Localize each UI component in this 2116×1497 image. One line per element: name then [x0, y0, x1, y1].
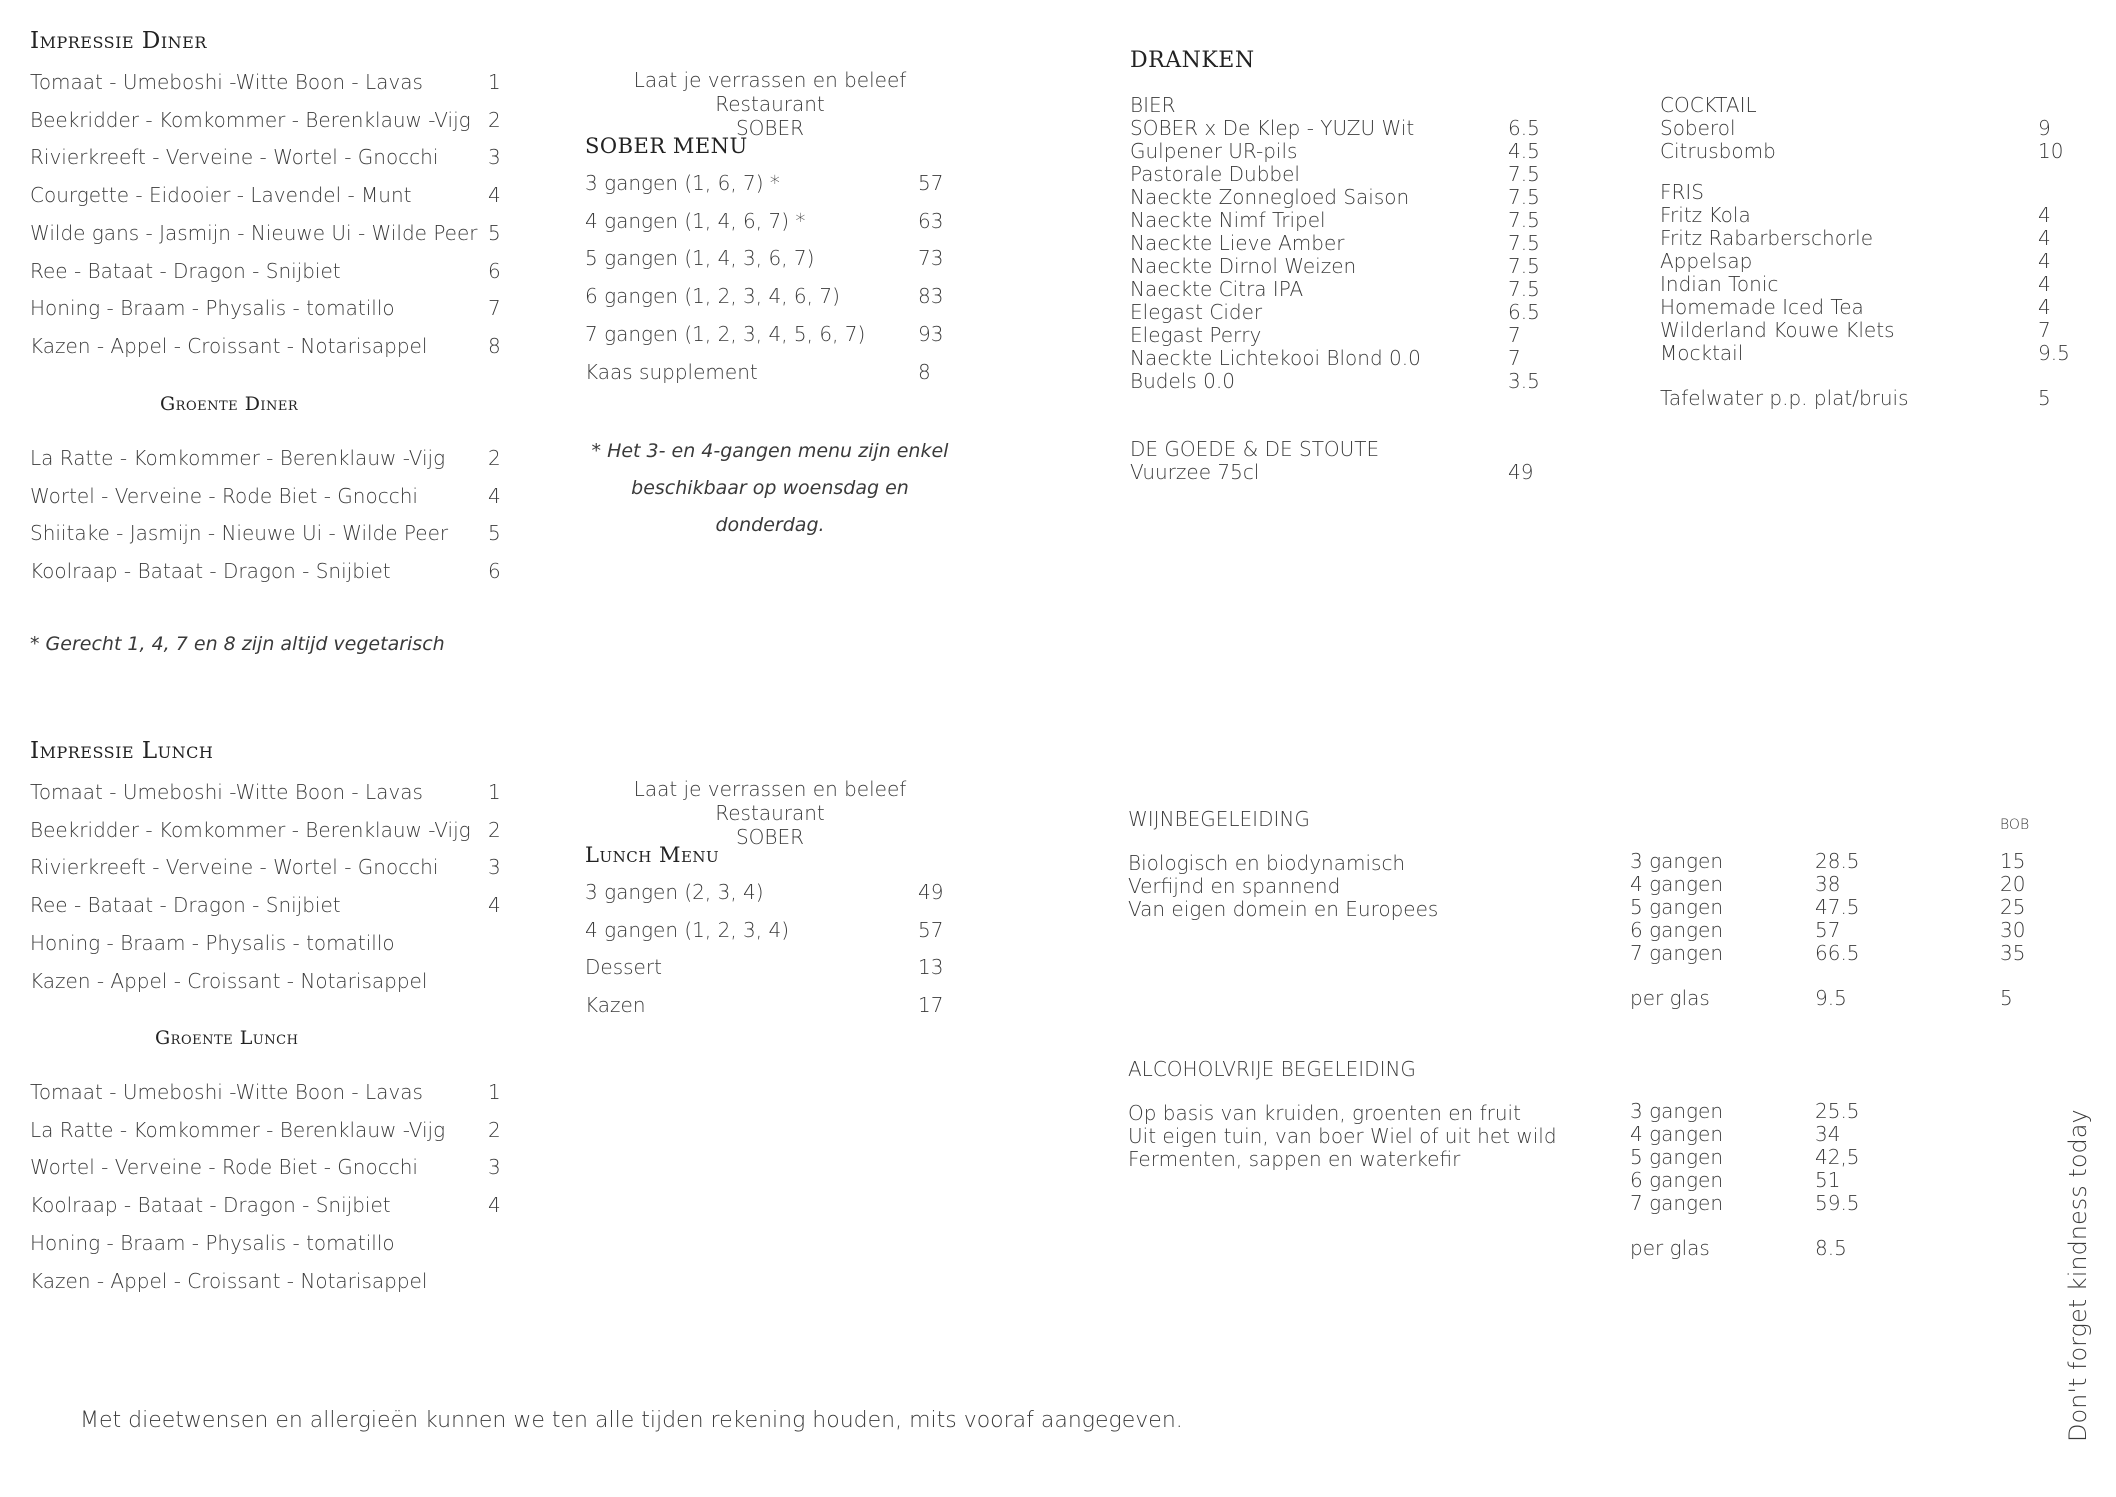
wijn-price-row [1630, 895, 2026, 919]
fris-item-row [1660, 272, 2051, 296]
alcoholvrij-price-price: 34 [1815, 1122, 1841, 1146]
wijn-glas-label: per glas [1630, 986, 1710, 1010]
alcoholvrij-desc-line: Uit eigen tuin, van boer Wiel of uit het wild [1128, 1124, 1557, 1148]
cocktail-item-name: Citrusbomb [1660, 139, 1776, 163]
groente-lunch-course-name: Honing - Braam - Physalis - tomatillo [30, 1230, 395, 1255]
groente-lunch-course-row [30, 1269, 427, 1293]
wijn-price-label: 5 gangen [1630, 895, 1723, 919]
diner-course-name: Rivierkreeft - Verveine - Wortel - Gnocchi [30, 145, 439, 170]
groente-diner-course-num: 6 [488, 559, 501, 584]
alcoholvrij-glas-label: per glas [1630, 1236, 1710, 1260]
fris-item-price: 4 [2038, 295, 2051, 319]
alcoholvrij-price-price: 42,5 [1815, 1145, 1860, 1169]
groente-diner-course-row [30, 559, 501, 584]
lunch-course-name: Beekridder - Komkommer - Berenklauw -Vijg [30, 817, 471, 842]
bier-item-row [1130, 323, 1521, 347]
fris-item-name: Fritz Rabarberschorle [1660, 226, 1874, 250]
fris-item-row [1660, 341, 2070, 365]
lunch-course-name: Tomaat - Umeboshi -Witte Boon - Lavas [30, 780, 423, 804]
wijn-title: WIJNBEGELEIDING [1128, 807, 1310, 831]
lunch-option-row [585, 993, 944, 1018]
lunch-option-price: 13 [918, 955, 944, 980]
bier-item-name: Elegast Perry [1130, 323, 1262, 347]
groente-lunch-course-row [30, 1117, 501, 1142]
bier-section [1130, 93, 1540, 393]
wijn-price-label: 7 gangen [1630, 941, 1723, 965]
fris-item-price: 4 [2038, 203, 2051, 227]
impressie-lunch-title: Impressie Lunch [30, 738, 214, 764]
diner-course-row [30, 333, 501, 358]
fris-title: FRIS [1660, 180, 1704, 204]
bier-item-price: 7.5 [1508, 231, 1540, 255]
sober-option-price: 8 [918, 359, 931, 384]
cocktail-item-row [1660, 116, 2051, 140]
diner-course-name: Kazen - Appel - Croissant - Notarisappel [30, 333, 428, 358]
lunch-option-row [585, 917, 944, 942]
bier-item-name: Naeckte Dirnol Weizen [1130, 254, 1357, 278]
sober-intro-line2: SOBER [735, 116, 805, 140]
groente-lunch-course-name: La Ratte - Komkommer - Berenklauw -Vijg [30, 1117, 446, 1142]
alcoholvrij-price-label: 5 gangen [1630, 1145, 1723, 1169]
impressie-diner-title: Impressie Diner [30, 28, 207, 54]
groente-lunch-title: Groente Lunch [155, 1027, 299, 1049]
lunch-menu-title: Lunch Menu [585, 843, 720, 867]
lunch-option-price: 17 [918, 993, 944, 1018]
groente-lunch-course-num: 1 [488, 1080, 501, 1104]
fris-item-row [1660, 318, 2051, 342]
groente-lunch-course-row [30, 1080, 501, 1104]
alcoholvrij-price-price: 25.5 [1815, 1099, 1860, 1123]
diner-course-num: 6 [488, 258, 501, 283]
diner-course-name: Beekridder - Komkommer - Berenklauw -Vijg [30, 107, 471, 132]
groente-diner-course-num: 4 [488, 483, 501, 508]
bier-item-name: SOBER x De Klep - YUZU Wit [1130, 116, 1415, 140]
goede-stoute-list [1130, 460, 1534, 484]
diner-course-row [30, 70, 501, 94]
bier-item-row [1130, 369, 1540, 393]
sober-option-price: 73 [918, 246, 944, 271]
fris-item-price: 4 [2038, 249, 2051, 273]
alcoholvrij-title: ALCOHOLVRIJE BEGELEIDING [1128, 1057, 1416, 1081]
lunch-course-num: 3 [488, 855, 501, 880]
sober-option-name: 7 gangen (1, 2, 3, 4, 5, 6, 7) [585, 321, 866, 346]
diner-course-num: 2 [488, 107, 501, 132]
diner-course-row [30, 107, 501, 132]
cocktail-title: COCKTAIL [1660, 93, 1757, 117]
diner-course-num: 4 [488, 183, 501, 208]
tafelwater-row [1660, 387, 2060, 410]
alcoholvrij-desc-line: Op basis van kruiden, groenten en fruit [1128, 1101, 1521, 1125]
fris-list [1660, 203, 2070, 365]
groente-diner-course-name: Wortel - Verveine - Rode Biet - Gnocchi [30, 483, 418, 508]
lunch-course-name: Honing - Braam - Physalis - tomatillo [30, 930, 395, 955]
bier-item-row [1130, 300, 1540, 324]
wijn-price-table [1630, 849, 2026, 965]
goede-stoute-title: DE GOEDE & DE STOUTE [1130, 437, 1380, 461]
diner-course-name: Wilde gans - Jasmijn - Nieuwe Ui - Wilde Peer [30, 220, 478, 245]
sober-option-row [585, 284, 944, 309]
lunch-intro-line1: Laat je verrassen en beleef Restaurant [633, 777, 907, 825]
lunch-option-row [585, 880, 944, 904]
cocktail-section [1660, 93, 2064, 163]
lunch-course-name: Ree - Bataat - Dragon - Snijbiet [30, 893, 341, 918]
lunch-course-row [30, 780, 501, 804]
wijn-desc-line: Biologisch en biodynamisch [1128, 851, 1406, 875]
sober-option-price: 57 [918, 171, 944, 195]
lunch-option-price: 49 [918, 880, 944, 904]
bier-item-name: Naeckte Lieve Amber [1130, 231, 1345, 255]
bier-item-row [1130, 139, 1540, 163]
groente-diner-course-row [30, 521, 501, 546]
lunch-option-name: Dessert [585, 955, 662, 980]
groente-diner-course-num: 5 [488, 521, 501, 546]
vegetarisch-note: * Gerecht 1, 4, 7 en 8 zijn altijd vegetarisch [30, 633, 445, 655]
sober-option-price: 83 [918, 284, 944, 309]
diner-course-name: Courgette - Eidooier - Lavendel - Munt [30, 183, 412, 208]
lunch-course-name: Rivierkreeft - Verveine - Wortel - Gnocchi [30, 855, 439, 880]
lunch-course-num: 2 [488, 817, 501, 842]
bier-item-name: Naeckte Nimf Tripel [1130, 208, 1326, 232]
sober-menu-title: SOBER MENU [585, 134, 748, 158]
bier-item-name: Pastorale Dubbel [1130, 162, 1300, 186]
bier-item-price: 7.5 [1508, 185, 1540, 209]
bier-item-name: Gulpener UR-pils [1130, 139, 1298, 163]
fris-item-name: Mocktail [1660, 341, 1744, 365]
diner-course-row [30, 258, 501, 283]
wijn-price-price: 38 [1815, 872, 1841, 896]
wijn-glas-row [1630, 986, 2013, 1010]
diner-course-row [30, 183, 501, 208]
lunch-course-row [30, 893, 501, 918]
lunch-option-name: 3 gangen (2, 3, 4) [585, 880, 764, 904]
alcoholvrij-desc-line: Fermenten, sappen en waterkefir [1128, 1147, 1461, 1171]
bier-item-price: 6.5 [1508, 116, 1540, 140]
bier-list [1130, 116, 1540, 393]
fris-item-name: Homemade Iced Tea [1660, 295, 1864, 319]
wijn-description [1128, 852, 1438, 921]
alcoholvrij-price-row [1630, 1145, 1860, 1169]
fris-item-name: Indian Tonic [1660, 272, 1779, 296]
lunch-option-name: 4 gangen (1, 2, 3, 4) [585, 917, 790, 942]
bier-item-row [1130, 116, 1540, 140]
groente-lunch-course-name: Kazen - Appel - Croissant - Notarisappel [30, 1268, 428, 1293]
bier-item-row [1130, 346, 1521, 370]
fris-section [1660, 180, 2070, 365]
wijn-price-bob: 35 [2000, 941, 2026, 965]
groente-lunch-course-name: Wortel - Verveine - Rode Biet - Gnocchi [30, 1155, 418, 1180]
bier-item-name: Naeckte Zonnegloed Saison [1130, 185, 1410, 209]
fris-item-price: 9.5 [2038, 341, 2070, 365]
fris-item-row [1660, 249, 2051, 273]
fris-item-price: 7 [2038, 318, 2051, 342]
bier-item-row [1130, 185, 1540, 209]
alcoholvrij-price-price: 59.5 [1815, 1191, 1860, 1215]
sober-intro-line1: Laat je verrassen en beleef Restaurant [633, 68, 907, 116]
sober-note-line1: * Het 3- en 4-gangen menu zijn enkel [591, 440, 949, 462]
bier-title: BIER [1130, 93, 1176, 117]
groente-lunch-course-row [30, 1193, 501, 1218]
cocktail-item-price: 10 [2038, 139, 2064, 163]
groente-diner-course-row [30, 446, 501, 470]
fris-item-price: 4 [2038, 272, 2051, 296]
groente-lunch-course-num: 4 [488, 1193, 501, 1218]
groente-diner-title: Groente Diner [160, 393, 299, 415]
bier-item-price: 3.5 [1508, 369, 1540, 393]
lunch-course-row [30, 969, 427, 993]
bob-label: BOB [2000, 817, 2030, 833]
sober-option-name: 3 gangen (1, 6, 7) * [585, 171, 780, 195]
alcoholvrij-price-label: 4 gangen [1630, 1122, 1723, 1146]
lunch-course-row [30, 855, 501, 880]
kindness-side-text: Don't forget kindness today [2064, 1109, 2092, 1442]
fris-item-row [1660, 203, 2051, 227]
wijn-price-price: 28.5 [1815, 849, 1860, 873]
fris-item-name: Fritz Kola [1660, 203, 1751, 227]
allergie-footer: Met dieetwensen en allergieën kunnen we ten alle tijden rekening houden, mits vooraf aangegeven. [80, 1408, 1183, 1433]
lunch-course-num: 4 [488, 893, 501, 918]
sober-note-line2: beschikbaar op woensdag en donderdag. [631, 477, 909, 536]
goede-stoute-item-name: Vuurzee 75cl [1130, 460, 1260, 484]
lunch-course-row [30, 931, 395, 955]
diner-course-name: Honing - Braam - Physalis - tomatillo [30, 296, 395, 321]
alcoholvrij-glas-price: 8.5 [1815, 1236, 1847, 1260]
tafelwater-price: 5 [2038, 386, 2051, 410]
diner-course-name: Tomaat - Umeboshi -Witte Boon - Lavas [30, 70, 423, 94]
fris-item-name: Wilderland Kouwe Klets [1660, 318, 1895, 342]
diner-course-num: 8 [488, 333, 501, 358]
diner-course-row [30, 220, 501, 245]
alcoholvrij-price-price: 51 [1815, 1168, 1841, 1192]
bier-item-name: Naeckte Citra IPA [1130, 277, 1304, 301]
goede-stoute-item-price: 49 [1508, 460, 1534, 484]
wijn-glas-price: 9.5 [1815, 986, 1847, 1010]
wijn-price-label: 4 gangen [1630, 872, 1723, 896]
groente-lunch-course-num: 2 [488, 1117, 501, 1142]
groente-diner-course-row [30, 483, 501, 508]
fris-item-price: 4 [2038, 226, 2051, 250]
wijn-price-row [1630, 918, 2026, 942]
bier-item-price: 7.5 [1508, 208, 1540, 232]
wijn-price-bob: 25 [2000, 895, 2026, 919]
goede-stoute-section [1130, 437, 1534, 484]
groente-lunch-course-name: Tomaat - Umeboshi -Witte Boon - Lavas [30, 1080, 423, 1104]
wijn-price-row [1630, 872, 2026, 896]
alcoholvrij-price-label: 3 gangen [1630, 1099, 1723, 1123]
alcoholvrij-description [1128, 1102, 1557, 1171]
sober-option-name: 6 gangen (1, 2, 3, 4, 6, 7) [585, 284, 840, 309]
groente-diner-course-name: Shiitake - Jasmijn - Nieuwe Ui - Wilde Peer [30, 521, 449, 546]
cocktail-list [1660, 116, 2064, 163]
groente-diner-course-num: 2 [488, 446, 501, 470]
groente-lunch-course-num: 3 [488, 1155, 501, 1180]
bier-item-row [1130, 208, 1540, 232]
sober-note [585, 433, 955, 544]
sober-intro [585, 68, 955, 140]
diner-course-row [30, 145, 501, 170]
alcoholvrij-price-row [1630, 1122, 1841, 1146]
wijn-price-label: 3 gangen [1630, 849, 1723, 873]
sober-option-row [585, 321, 944, 346]
wijn-desc-line: Verfijnd en spannend [1128, 874, 1341, 898]
wijn-glas-bob: 5 [2000, 986, 2013, 1010]
bier-item-name: Elegast Cider [1130, 300, 1263, 324]
sober-option-name: 4 gangen (1, 4, 6, 7) * [585, 208, 806, 233]
bier-item-name: Budels 0.0 [1130, 369, 1235, 393]
bier-item-price: 7.5 [1508, 254, 1540, 278]
bier-item-price: 7.5 [1508, 277, 1540, 301]
bier-item-price: 7 [1508, 323, 1521, 347]
sober-option-price: 63 [918, 208, 944, 233]
wijn-desc-line: Van eigen domein en Europees [1128, 897, 1439, 921]
sober-option-name: Kaas supplement [585, 359, 758, 384]
fris-item-row [1660, 226, 2051, 250]
cocktail-item-price: 9 [2038, 116, 2051, 140]
lunch-course-name: Kazen - Appel - Croissant - Notarisappel [30, 968, 428, 993]
cocktail-item-row [1660, 139, 2064, 163]
goede-stoute-item-row [1130, 460, 1534, 484]
bier-item-row [1130, 277, 1540, 301]
wijn-price-bob: 20 [2000, 872, 2026, 896]
fris-item-row [1660, 295, 2051, 319]
diner-course-num: 7 [488, 296, 501, 321]
lunch-intro [585, 777, 955, 849]
bier-item-name: Naeckte Lichtekooi Blond 0.0 [1130, 346, 1421, 370]
sober-option-row [585, 359, 931, 384]
bier-item-price: 6.5 [1508, 300, 1540, 324]
wijn-price-label: 6 gangen [1630, 918, 1723, 942]
lunch-option-row [585, 955, 944, 980]
bier-item-price: 7 [1508, 346, 1521, 370]
wijn-price-price: 57 [1815, 918, 1841, 942]
alcoholvrij-price-label: 7 gangen [1630, 1191, 1723, 1215]
wijn-price-price: 66.5 [1815, 941, 1860, 965]
diner-course-row [30, 296, 501, 321]
tafelwater-name: Tafelwater p.p. plat/bruis [1660, 386, 1909, 410]
diner-course-num: 1 [488, 70, 501, 94]
sober-option-row [585, 171, 944, 195]
alcoholvrij-price-label: 6 gangen [1630, 1168, 1723, 1192]
groente-lunch-course-row [30, 1231, 395, 1255]
sober-option-price: 93 [918, 321, 944, 346]
fris-item-name: Appelsap [1660, 249, 1753, 273]
alcoholvrij-price-table [1630, 1099, 1860, 1215]
groente-lunch-course-name: Koolraap - Bataat - Dragon - Snijbiet [30, 1193, 391, 1218]
sober-option-name: 5 gangen (1, 4, 3, 6, 7) [585, 246, 815, 271]
bier-item-row [1130, 254, 1540, 278]
dranken-title: DRANKEN [1130, 48, 1255, 73]
groente-lunch-course-row [30, 1155, 501, 1180]
wijn-price-bob: 15 [2000, 849, 2026, 873]
bier-item-price: 4.5 [1508, 139, 1540, 163]
lunch-intro-line2: SOBER [735, 825, 805, 849]
diner-course-name: Ree - Bataat - Dragon - Snijbiet [30, 258, 341, 283]
lunch-course-row [30, 817, 501, 842]
wijn-price-bob: 30 [2000, 918, 2026, 942]
bier-item-price: 7.5 [1508, 162, 1540, 186]
lunch-option-price: 57 [918, 917, 944, 942]
alcoholvrij-price-row [1630, 1099, 1860, 1123]
groente-diner-course-name: Koolraap - Bataat - Dragon - Snijbiet [30, 559, 391, 584]
diner-course-num: 3 [488, 145, 501, 170]
groente-diner-course-name: La Ratte - Komkommer - Berenklauw -Vijg [30, 446, 446, 470]
wijn-price-price: 47.5 [1815, 895, 1860, 919]
lunch-option-name: Kazen [585, 993, 646, 1018]
diner-course-num: 5 [488, 220, 501, 245]
alcoholvrij-glas-row [1630, 1236, 1847, 1260]
alcoholvrij-price-row [1630, 1168, 1841, 1192]
cocktail-item-name: Soberol [1660, 116, 1736, 140]
bier-item-row [1130, 162, 1540, 186]
sober-option-row [585, 208, 944, 233]
alcoholvrij-price-row [1630, 1191, 1860, 1215]
sober-option-row [585, 246, 944, 271]
bier-item-row [1130, 231, 1540, 255]
wijn-price-row [1630, 849, 2026, 873]
wijn-price-row [1630, 941, 2026, 965]
lunch-course-num: 1 [488, 780, 501, 804]
